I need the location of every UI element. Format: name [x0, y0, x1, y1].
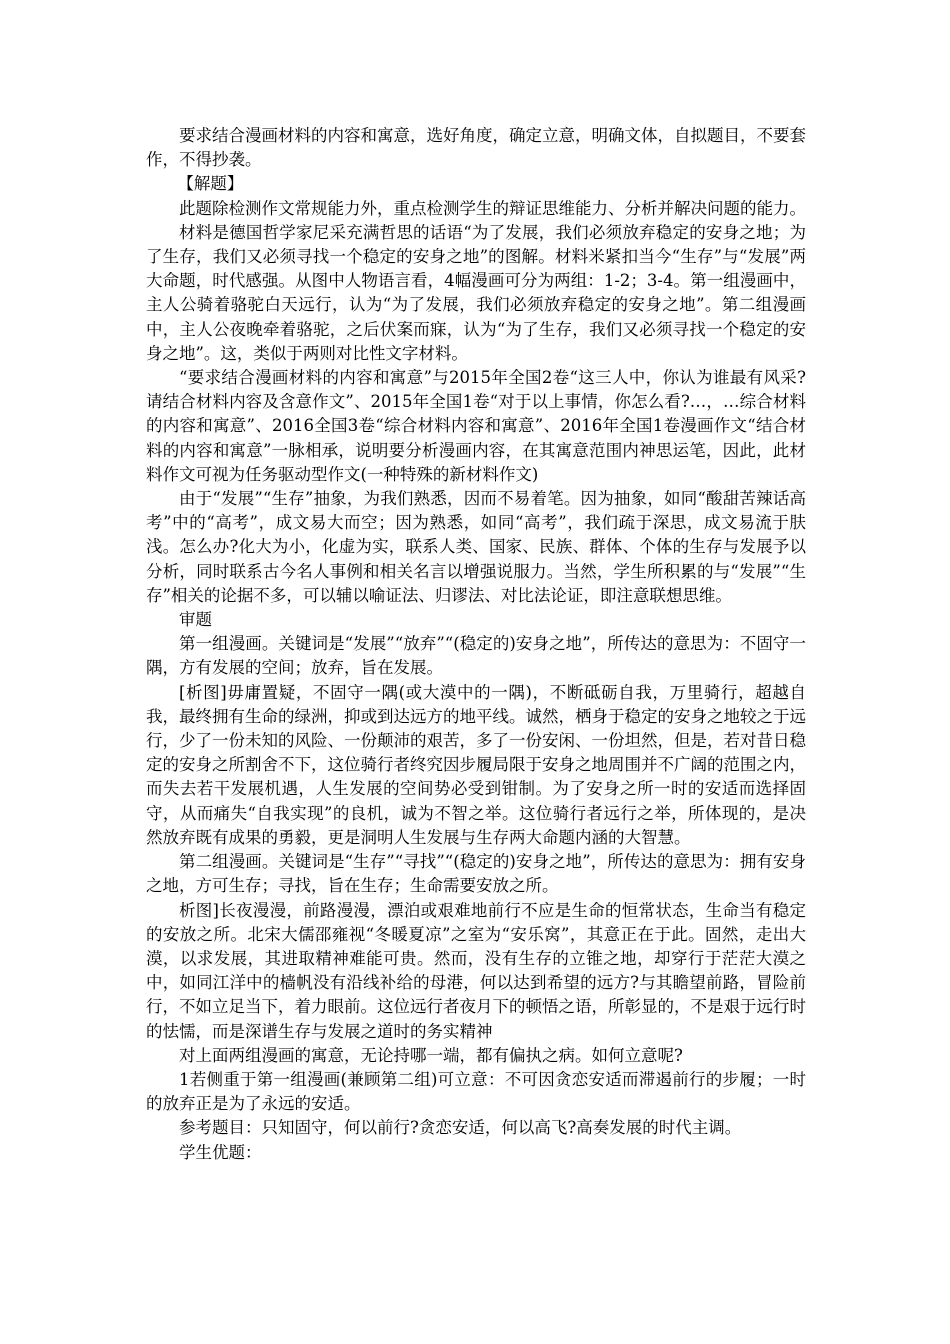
paragraph-conclusion: 对上面两组漫画的寓意，无论持哪一端，都有偏执之病。如何立意呢? — [179, 1045, 683, 1065]
paragraph-group-one-analysis: [析图]毋庸置疑，不固守一隅(或大漠中的一隅)，不断砥砺自我，万里骑行，超越自我，最终拥有生命的绿洲，抑或到达远方的地平线。诚然，栖身于稳定的安身之地较之于远行，少了一份未知的风险、一份颠沛的艰苦，多了一份安闲、一份坦然，但是，若对昔日稳定的安身之所割舍不下，这位骑行者终究因步履局限于安身之地周围并不广阔的范围之内，而失去若干发展机遇，人生发展的空间势必受到钳制。为了安身之所一时的安适而选择固守，从而痛失“自我实现”的良机，诚为不智之举。这位骑行者远行之举，所体现的，是决然放弃既有成果的勇毅，更是洞明人生发展与生存两大命题内涵的大智慧。 — [146, 682, 806, 847]
heading-shenti: 审题 — [179, 610, 212, 630]
paragraph-group-one: 第一组漫画。关键词是“发展”“放弃”“(稳定的)安身之地”，所传达的意思为：不固守一隅，方有发展的空间；放弃，旨在发展。 — [146, 634, 806, 678]
paragraph-student-titles: 学生优题： — [179, 1142, 262, 1162]
document-body — [146, 124, 806, 1165]
paragraph-exam-comparison: “要求结合漫画材料的内容和寓意”与2015年全国2卷“这三人中，你认为谁最有风采?请结合材料内容及含意作文”、2015年全国1卷“对于以上事情，你怎么看?…，…综合材料的内容和寓意”、2016全国3卷“综合材料内容和寓意”、2016年全国1卷漫画作文“结合材料的内容和寓意”一脉相承，说明要分析漫画内容，在其寓意范围内神思运笔，因此，此材料作文可视为任务驱动型作文(一种特殊的新材料作文) — [146, 368, 806, 484]
paragraph-purpose: 此题除检测作文常规能力外，重点检测学生的辩证思维能力、分析并解决问题的能力。 — [179, 198, 806, 218]
paragraph-material: 材料是德国哲学家尼采充满哲思的话语“为了发展，我们必须放弃稳定的安身之地；为了生存，我们又必须寻找一个稳定的安身之地”的图解。材料米紧扣当今“生存”与“发展”两大命题，时代感强。从图中人物语言看，4幅漫画可分为两组：1-2；3-4。第一组漫画中，主人公骑着骆驼白天远行，认为“为了发展，我们必须放弃稳定的安身之地”。第二组漫画中，主人公夜晚牵着骆驼，之后伏案而寐，认为“为了生存，我们又必须寻找一个稳定的安身之地”。这，类似于两则对比性文字材料。 — [146, 222, 806, 363]
paragraph-reference-titles: 参考题目：只知固守，何以前行?贪恋安适，何以高飞?高奏发展的时代主调。 — [179, 1118, 742, 1138]
paragraph-group-two-analysis: 析图]长夜漫漫，前路漫漫，漂泊或艰难地前行不应是生命的恒常状态，生命当有稳定的安放之所。北宋大儒邵雍视“冬暖夏凉”之室为“安乐窝”，其意正在于此。固然，走出大漠，以求发展，其进取精神难能可贵。然而，没有生存的立锥之地，却穿行于茫茫大漠之中，如同江洋中的樯帆没有沿线补给的母港，何以达到希望的远方?与其瞻望前路，冒险前行，不如立足当下，着力眼前。这位远行者夜月下的顿悟之语，所彰显的，不是艰于远行时的怯懦，而是深谱生存与发展之道时的务实精神 — [146, 900, 806, 1041]
heading-jieti: 【解题】 — [177, 174, 244, 194]
paragraph-writing-method: 由于“发展”“生存”抽象，为我们熟悉，因而不易着笔。因为抽象，如同“酸甜苦辣话高考”中的“高考”，成文易大而空；因为熟悉，如同“高考”，我们疏于深思，成文易流于肤浅。怎么办?化大为小，化虚为实，联系人类、国家、民族、群体、个体的生存与发展予以分析，同时联系古今名人事例和相关名言以增强说服力。当然，学生所积累的与“发展”“生存”相关的论据不多，可以辅以喻证法、归谬法、对比法论证，即注意联想思维。 — [146, 489, 806, 605]
paragraph-group-two: 第二组漫画。关键词是“生存”“寻找”“(稳定的)安身之地”，所传达的意思为：拥有安身之地，方可生存；寻找，旨在生存；生命需要安放之所。 — [146, 852, 806, 896]
paragraph-thesis-one: 1若侧重于第一组漫画(兼顾第二组)可立意：不可因贪恋安适而滞遏前行的步履；一时的放弃正是为了永远的安适。 — [146, 1069, 806, 1114]
paragraph-requirement: 要求结合漫画材料的内容和寓意，选好角度，确定立意，明确文体，自拟题目，不要套作，不得抄袭。 — [146, 126, 806, 170]
